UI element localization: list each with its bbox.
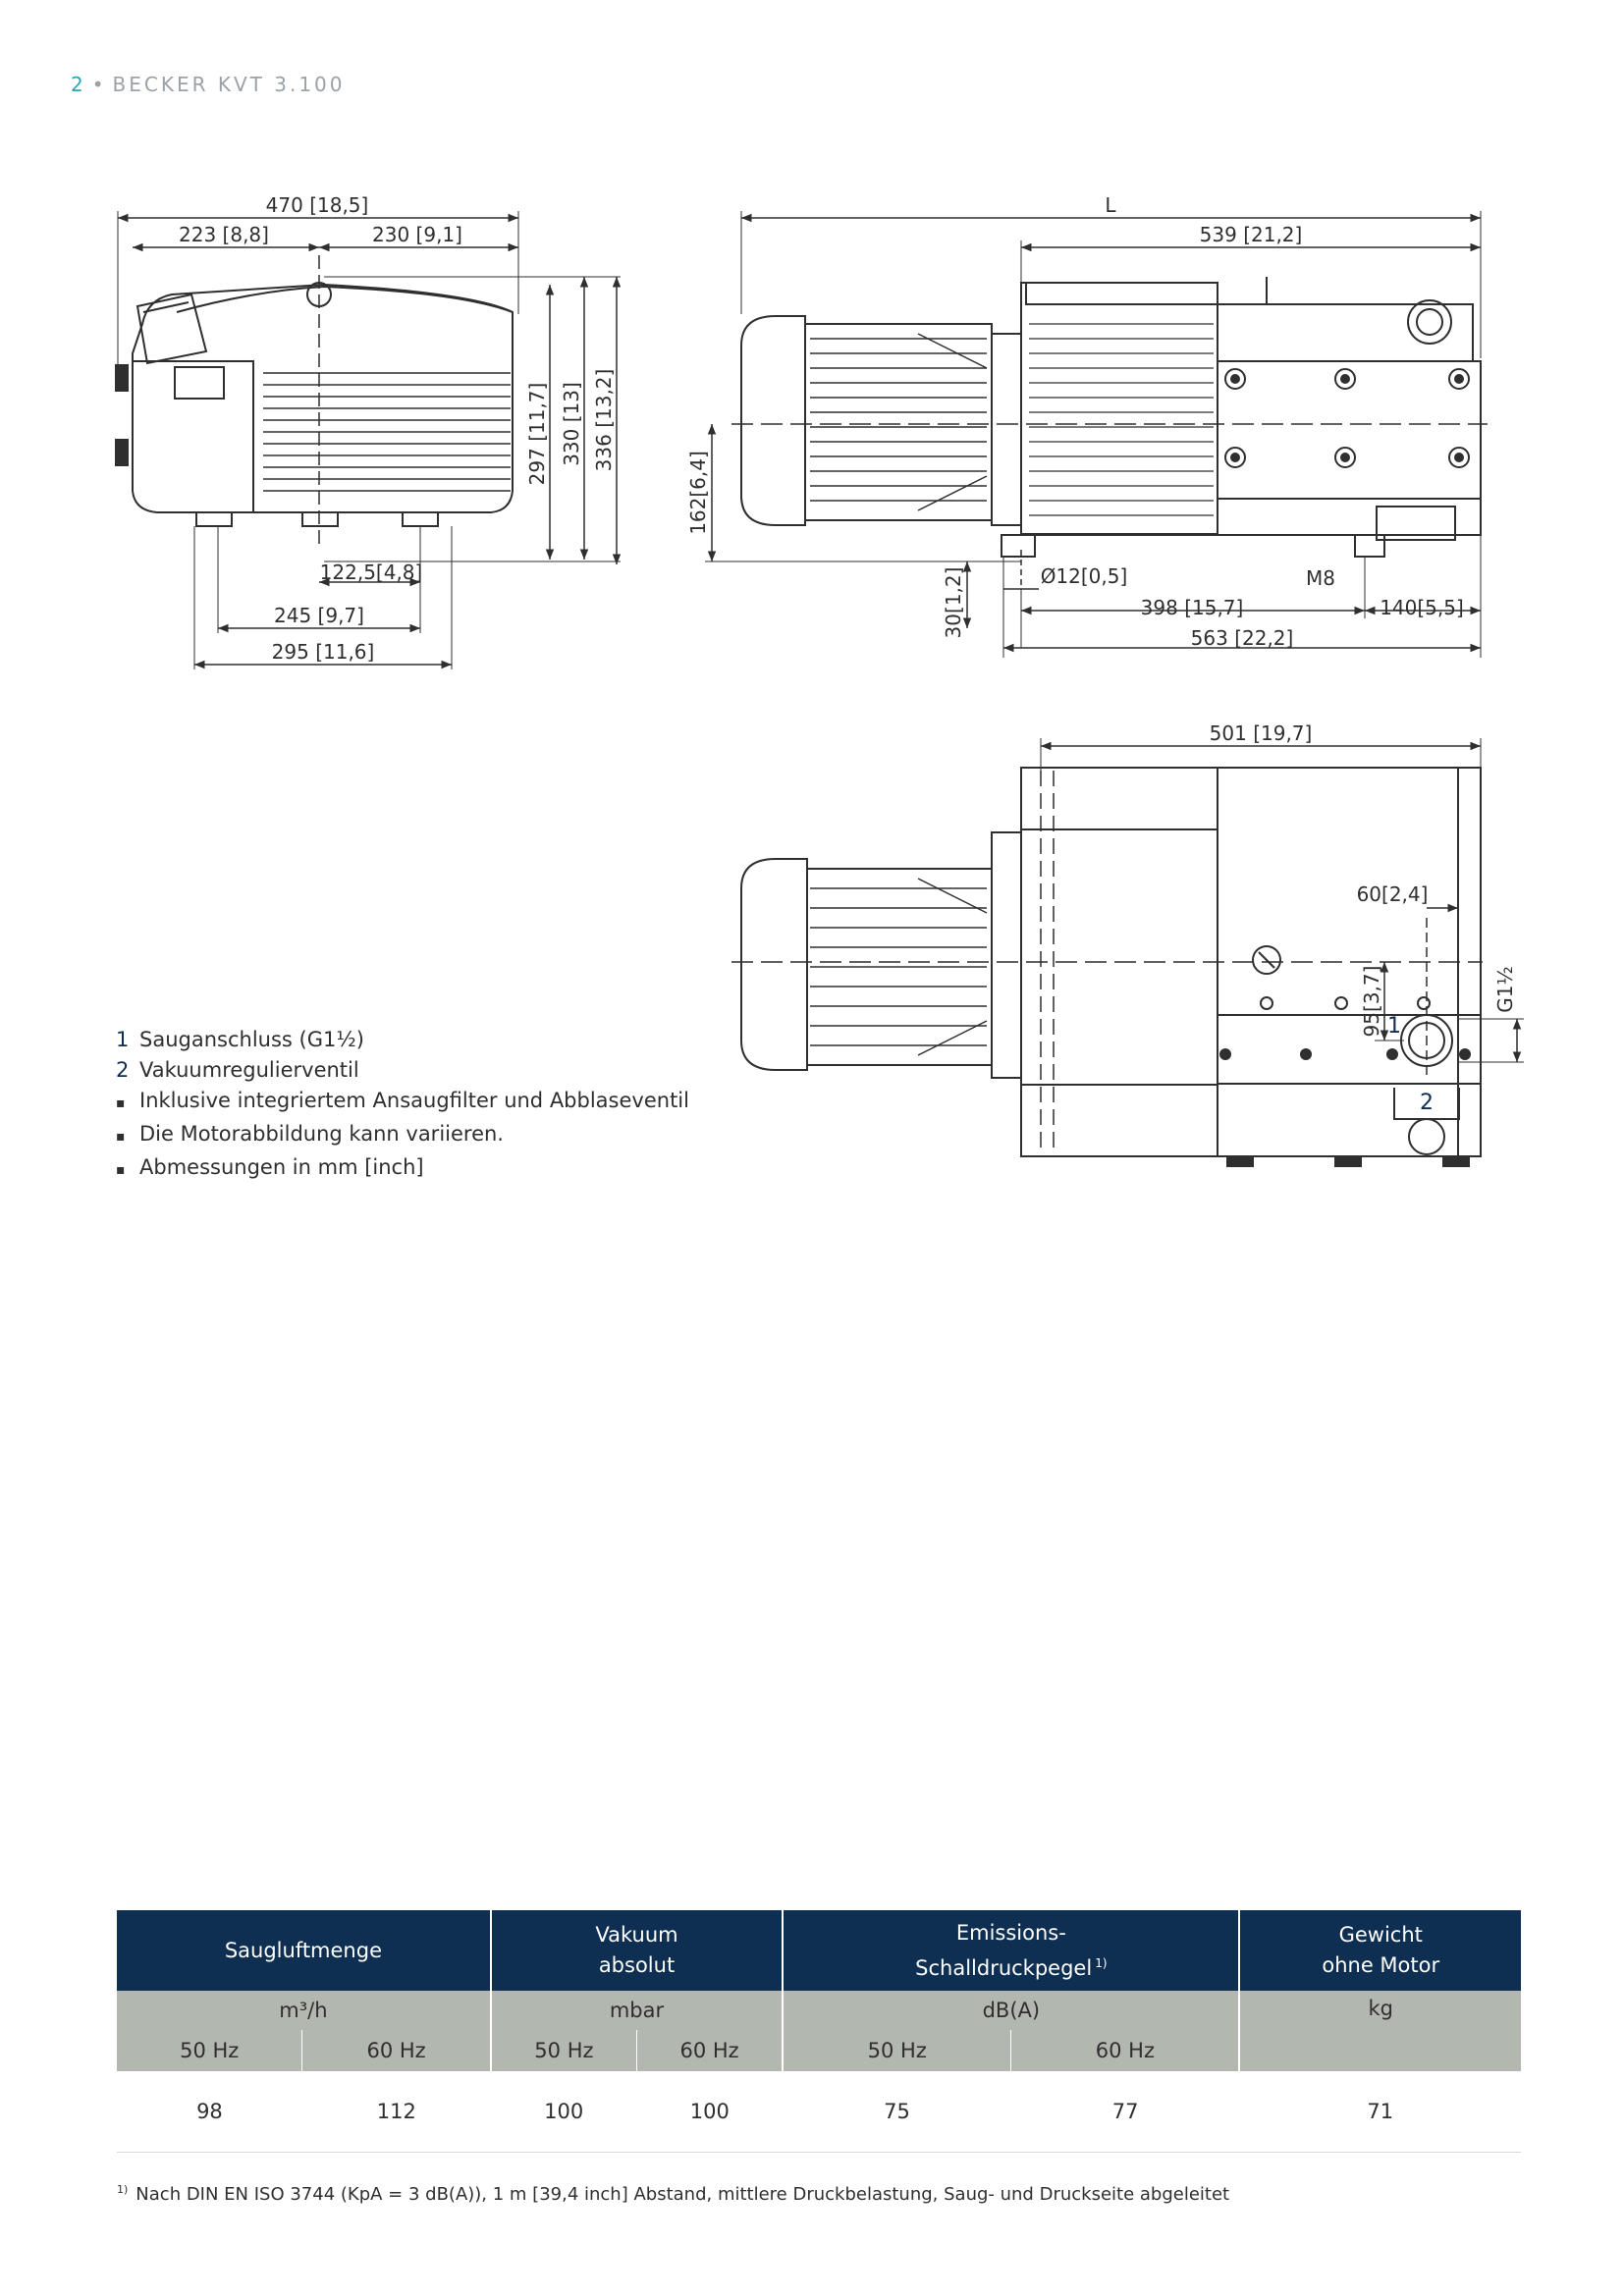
front-view-dimensions [686, 193, 1464, 650]
frequency-cell: 60 Hz [302, 2030, 491, 2071]
top-view-dimensions [1210, 721, 1517, 1115]
unit-cell: mbar [491, 1991, 783, 2030]
legend-item [116, 1086, 689, 1119]
dim-top-length: 501 [19,7] [1209, 721, 1313, 745]
callout-2: 2 [1420, 1091, 1434, 1115]
document-title: BECKER KVT 3.100 [112, 73, 346, 96]
dim-left-width: 223 [8,8] [179, 223, 269, 246]
legend-text: Inklusive integriertem Ansaugfilter und Abblaseventil [139, 1089, 689, 1112]
footnote-marker: 1) [117, 2183, 129, 2196]
legend-item [116, 1055, 689, 1086]
dim-port-thread: G1½ [1493, 966, 1517, 1013]
header-suction-capacity: Saugluftmenge [117, 1910, 491, 1991]
dim-pump-length: 539 [21,2] [1199, 223, 1303, 246]
specifications-table [117, 1910, 1521, 2153]
page-number: 2 [71, 73, 86, 96]
table-row [117, 2071, 1521, 2153]
front-view [705, 211, 1488, 658]
dim-right-width: 230 [9,1] [372, 223, 462, 246]
dim-foot-offset: 122,5[4,8] [319, 561, 423, 584]
dim-height-297: 297 [11,7] [525, 382, 549, 486]
legend-item [116, 1025, 689, 1055]
legend-bullet: ▪ [116, 1095, 126, 1111]
legend-bullet: ▪ [116, 1129, 126, 1145]
dim-foot-height: 30[1,2] [942, 566, 965, 639]
dim-hole-diameter: Ø12[0,5] [1040, 564, 1128, 588]
dim-foot-spacing: 245 [9,7] [274, 604, 364, 627]
header-weight: Gewicht ohne Motor [1239, 1910, 1521, 1991]
dim-end-distance: 140[5,5] [1380, 596, 1464, 619]
legend-text: Sauganschluss (G1½) [139, 1028, 364, 1051]
frequency-cell: 60 Hz [1011, 2030, 1240, 2071]
header-sound-pressure: Emissions- Schalldruckpegel $^{1)}$ [783, 1910, 1239, 1991]
callout-1: 1 [1387, 1014, 1401, 1039]
value-cell: 100 [637, 2071, 784, 2153]
dim-height-336: 336 [13,2] [592, 368, 616, 472]
value-cell: 71 [1239, 2071, 1521, 2153]
top-view [731, 738, 1524, 1166]
dim-base-width: 295 [11,6] [271, 640, 375, 664]
frequency-cell: 50 Hz [783, 2030, 1011, 2071]
legend-item [116, 1152, 689, 1186]
unit-cell: kg [1239, 1991, 1521, 2071]
dim-overall-width: 470 [18,5] [265, 193, 369, 217]
value-cell: 77 [1011, 2071, 1240, 2153]
table-header-row [117, 1910, 1521, 1991]
legend-text: Vakuumregulierventil [139, 1058, 359, 1082]
frequency-cell: 50 Hz [117, 2030, 302, 2071]
value-cell: 112 [302, 2071, 491, 2153]
dim-length-l: L [1105, 193, 1116, 217]
drawing-legend [116, 1025, 689, 1186]
dim-thread: M8 [1306, 566, 1335, 590]
unit-cell: m³/h [117, 1991, 491, 2030]
header-separator: • [91, 73, 107, 96]
table-units-row [117, 1991, 1521, 2030]
frequency-cell: 60 Hz [637, 2030, 784, 2071]
value-cell: 75 [783, 2071, 1011, 2153]
dim-base-length: 563 [22,2] [1190, 626, 1294, 650]
footnote-ref: 1) [1095, 1955, 1108, 1970]
dim-height-330: 330 [13] [560, 382, 583, 466]
dim-axis-height: 162[6,4] [686, 451, 710, 535]
dim-foot-distance: 398 [15,7] [1140, 596, 1244, 619]
footnote [117, 2183, 1229, 2205]
legend-text: Abmessungen in mm [inch] [139, 1155, 424, 1179]
frequency-cell: 50 Hz [491, 2030, 637, 2071]
legend-marker: 2 [116, 1058, 130, 1082]
unit-cell: dB(A) [783, 1991, 1239, 2030]
footnote-text: Nach DIN EN ISO 3744 (KpA = 3 dB(A)), 1 m [39,4 inch] Abstand, mittlere Druckbelastung, Saug- und Druckseite abgeleitet [135, 2184, 1230, 2205]
legend-item [116, 1119, 689, 1152]
legend-marker: 1 [116, 1028, 130, 1051]
legend-text: Die Motorabbildung kann variieren. [139, 1122, 504, 1146]
dim-port-offset: 60[2,4] [1356, 882, 1429, 906]
legend-bullet: ▪ [116, 1162, 126, 1178]
header-vacuum: Vakuum absolut [491, 1910, 783, 1991]
dim-port-height: 95[3,7] [1360, 965, 1383, 1038]
value-cell: 98 [117, 2071, 302, 2153]
value-cell: 100 [491, 2071, 637, 2153]
